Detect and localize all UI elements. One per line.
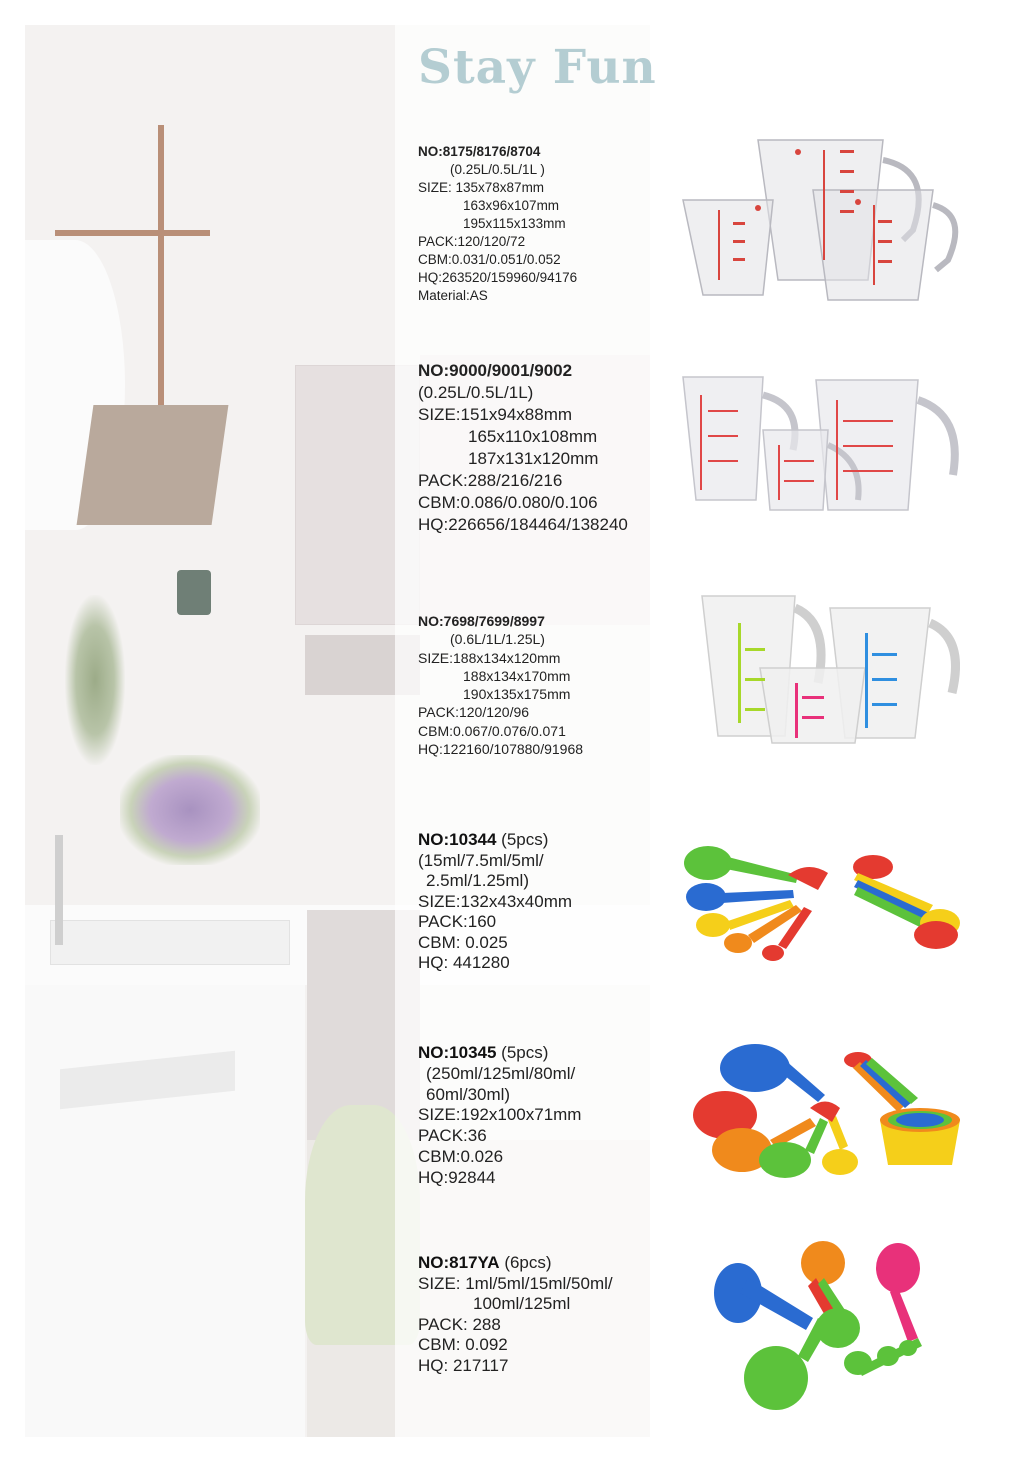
product-block-817ya <box>418 1253 613 1376</box>
product-block-7698 <box>418 612 583 758</box>
product-size: SIZE:151x94x88mm <box>418 405 573 424</box>
product-pack: PACK:36 <box>418 1126 487 1146</box>
product-number: NO:7698/7699/8997 <box>418 613 545 629</box>
clear-measuring-jugs-image <box>678 130 968 310</box>
product-size: SIZE:132x43x40mm <box>418 891 573 911</box>
frosted-jugs-image <box>690 588 960 748</box>
photo-range-hood <box>77 405 229 525</box>
product-size: SIZE: 1ml/5ml/15ml/50ml/ <box>418 1273 613 1293</box>
product-size: SIZE:188x134x120mm <box>418 649 561 666</box>
product-block-10344 <box>418 830 572 974</box>
product-pcs: (6pcs) <box>499 1253 552 1272</box>
photo-sink <box>50 920 290 965</box>
product-pcs: (5pcs) <box>496 1043 549 1062</box>
product-capacity: (0.6L/1L/1.25L) <box>450 631 545 648</box>
photo-island <box>25 985 305 1437</box>
product-hq: HQ: 441280 <box>418 953 510 972</box>
product-heading <box>418 1043 581 1064</box>
product-size-3: 195x115x133mm <box>463 216 566 231</box>
product-hq: HQ:92844 <box>418 1167 496 1187</box>
product-block-8175 <box>418 143 577 305</box>
photo-copper-frame <box>158 125 164 415</box>
plastic-measuring-cups-image <box>678 365 968 525</box>
measuring-spoons-image <box>678 835 968 970</box>
product-pcs: (5pcs) <box>496 830 549 849</box>
product-pack: PACK:120/120/72 <box>418 234 526 249</box>
product-size: SIZE:192x100x71mm <box>418 1105 582 1125</box>
product-capacity-2: 2.5ml/1.25ml) <box>426 871 529 890</box>
product-hq: HQ:263520/159960/94176 <box>418 270 578 285</box>
product-pack: PACK:160 <box>418 912 497 931</box>
product-number: NO:8175/8176/8704 <box>418 144 541 159</box>
product-capacity: (0.25L/0.5L/1L) <box>418 383 534 402</box>
product-size-2: 188x134x170mm <box>463 667 571 684</box>
product-number: NO:10344 <box>418 830 497 849</box>
product-cbm: CBM: 0.092 <box>418 1335 508 1354</box>
product-heading <box>418 1253 613 1274</box>
product-hq: HQ:122160/107880/91968 <box>418 741 584 758</box>
photo-copper-frame-bar <box>55 230 210 236</box>
product-cbm: CBM:0.067/0.076/0.071 <box>418 722 566 739</box>
product-size-2: 163x96x107mm <box>463 198 560 213</box>
product-capacity: (15ml/7.5ml/5ml/ <box>418 850 544 870</box>
product-size-2: 165x110x108mm <box>468 427 598 446</box>
product-pack: PACK: 288 <box>418 1314 501 1334</box>
product-size: SIZE: 135x78x87mm <box>418 180 545 195</box>
product-number: NO:9000/9001/9002 <box>418 361 573 380</box>
product-hq: HQ:226656/184464/138240 <box>418 515 628 534</box>
photo-flower-bouquet <box>120 755 260 865</box>
product-pack: PACK:120/120/96 <box>418 704 530 721</box>
photo-faucet <box>55 835 63 945</box>
product-capacity: (250ml/125ml/80ml/ <box>426 1063 576 1083</box>
product-cbm: CBM: 0.025 <box>418 932 508 952</box>
product-size-2: 100ml/125ml <box>473 1294 571 1313</box>
product-heading <box>418 830 572 851</box>
product-capacity: (0.25L/0.5L/1L ) <box>450 162 545 177</box>
product-number: NO:10345 <box>418 1043 497 1062</box>
product-number: NO:817YA <box>418 1253 500 1272</box>
product-cbm: CBM:0.086/0.080/0.106 <box>418 493 598 512</box>
product-size-3: 190x135x175mm <box>463 686 571 703</box>
product-size-3: 187x131x120mm <box>468 449 599 468</box>
product-cbm: CBM:0.026 <box>418 1146 504 1166</box>
nesting-spoons-image <box>708 1238 948 1423</box>
product-cbm: CBM:0.031/0.051/0.052 <box>418 252 561 267</box>
measuring-cups-image <box>690 1040 970 1185</box>
product-hq: HQ: 217117 <box>418 1355 509 1375</box>
product-block-10345 <box>418 1043 581 1189</box>
product-material: Material:AS <box>418 288 488 303</box>
product-capacity-2: 60ml/30ml) <box>426 1084 511 1104</box>
photo-wall-planter <box>177 570 211 615</box>
product-block-9000 <box>418 360 628 536</box>
page-title: Stay Fun <box>418 40 657 95</box>
photo-hanging-plant <box>65 595 125 765</box>
product-pack: PACK:288/216/216 <box>418 471 563 490</box>
